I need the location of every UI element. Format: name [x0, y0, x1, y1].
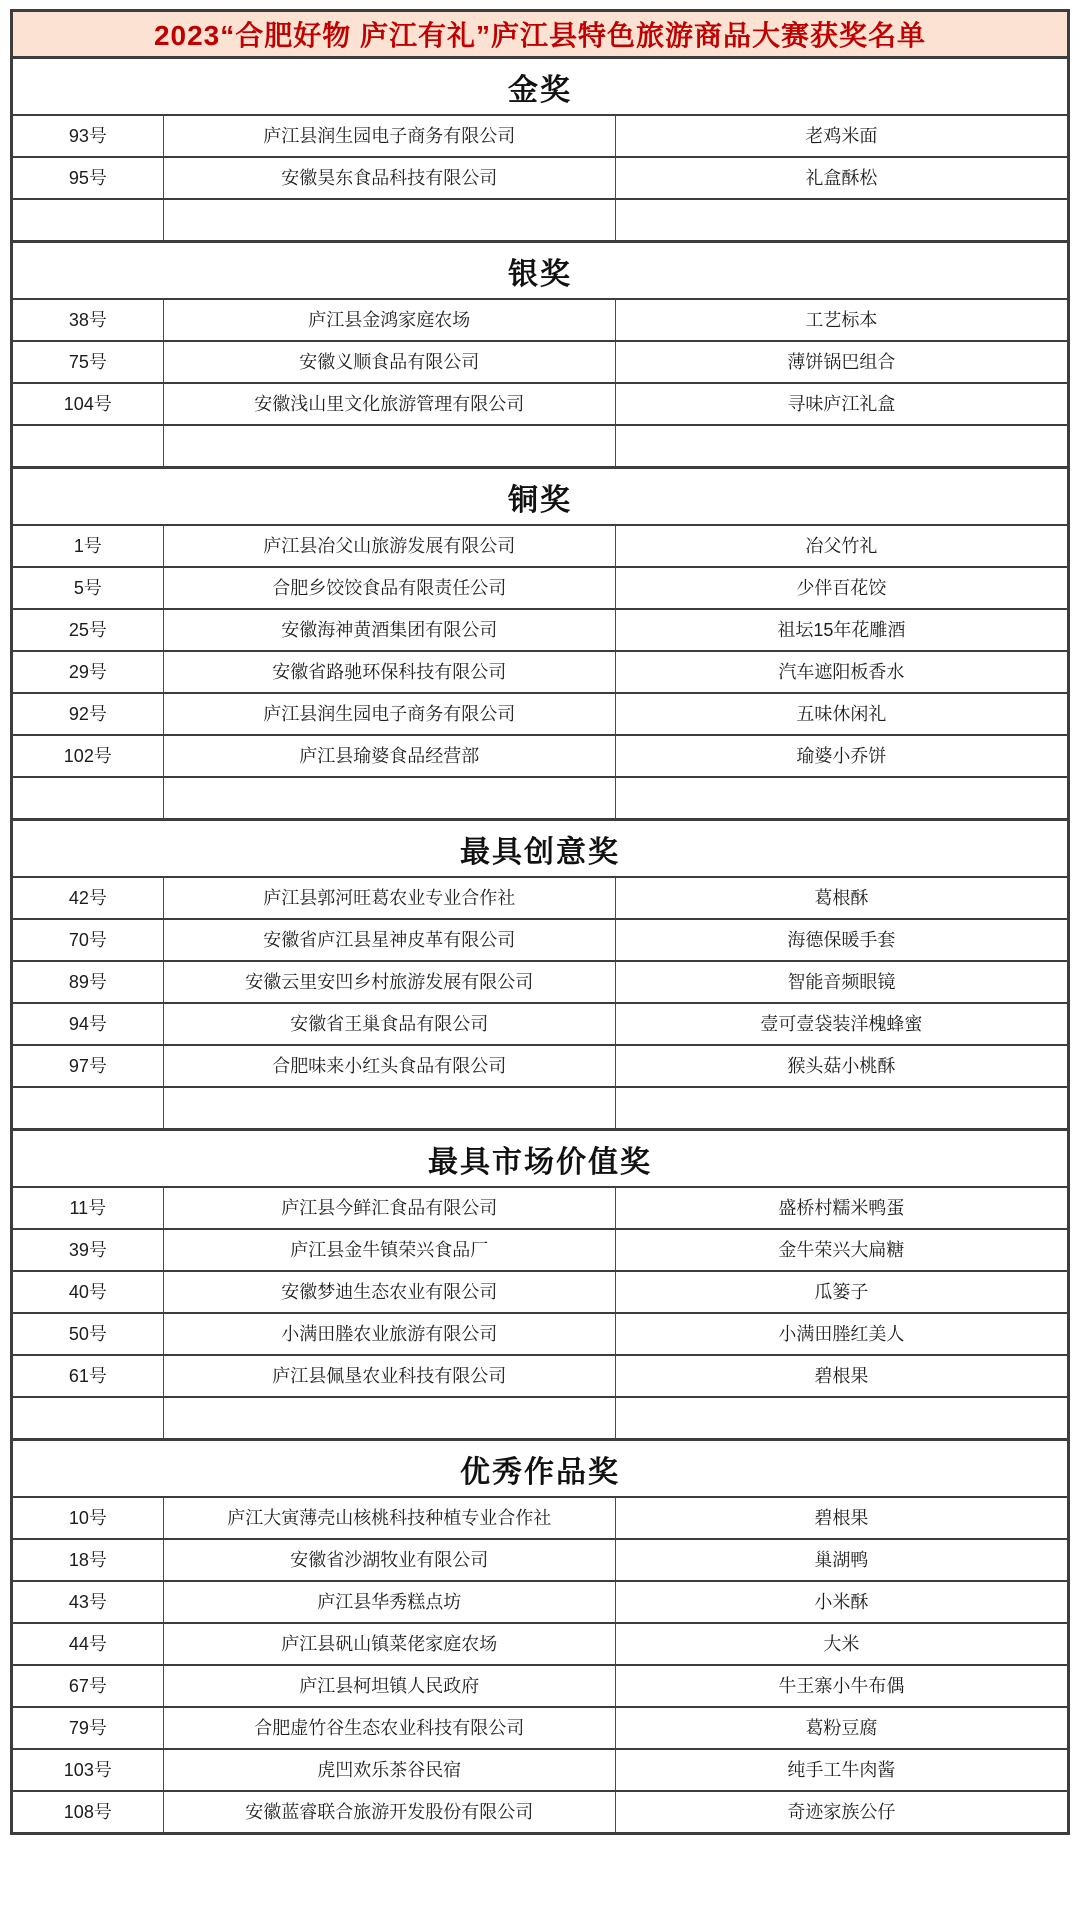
table-row — [13, 1188, 1067, 1230]
company-cell: 安徽省路驰环保科技有限公司 — [163, 652, 615, 692]
product-cell: 葛根酥 — [615, 878, 1067, 918]
company-cell: 庐江县金牛镇荣兴食品厂 — [163, 1230, 615, 1270]
entry-number-cell: 93号 — [68, 125, 107, 146]
table-row — [13, 962, 1067, 1004]
company-cell — [163, 200, 615, 240]
company-cell: 安徽蓝睿联合旅游开发股份有限公司 — [163, 1792, 615, 1832]
product-cell: 智能音频眼镜 — [615, 962, 1067, 1002]
table-row — [13, 342, 1067, 384]
product-cell: 汽车遮阳板香水 — [615, 652, 1067, 692]
entry-number-cell — [13, 426, 163, 466]
award-section-title: 银奖 — [13, 242, 1067, 300]
entry-number-cell — [13, 200, 163, 240]
company-cell — [163, 426, 615, 466]
table-row — [13, 1750, 1067, 1792]
entry-number-cell: 5号 — [73, 577, 102, 598]
product-cell: 金牛荣兴大扁糖 — [615, 1230, 1067, 1270]
entry-number-cell: 40号 — [68, 1281, 107, 1302]
entry-number-cell: 94号 — [68, 1013, 107, 1034]
table-row — [13, 1356, 1067, 1398]
entry-number-cell: 10号 — [68, 1507, 107, 1528]
entry-number-cell: 25号 — [68, 619, 107, 640]
product-cell: 猴头菇小桃酥 — [615, 1046, 1067, 1086]
product-cell — [615, 1398, 1067, 1438]
award-sections — [13, 58, 1067, 1832]
entry-number-cell: 43号 — [68, 1591, 107, 1612]
award-section — [13, 242, 1067, 468]
award-section-rows — [13, 300, 1067, 468]
company-cell: 安徽省沙湖牧业有限公司 — [163, 1540, 615, 1580]
award-section-rows — [13, 1188, 1067, 1440]
table-row — [13, 1540, 1067, 1582]
award-section-rows — [13, 1498, 1067, 1832]
product-cell: 老鸡米面 — [615, 116, 1067, 156]
table-row — [13, 694, 1067, 736]
entry-number-cell: 18号 — [68, 1549, 107, 1570]
company-cell: 虎凹欢乐茶谷民宿 — [163, 1750, 615, 1790]
entry-number-cell: 39号 — [68, 1239, 107, 1260]
product-cell: 壹可壹袋装洋槐蜂蜜 — [615, 1004, 1067, 1044]
company-cell: 安徽云里安凹乡村旅游发展有限公司 — [163, 962, 615, 1002]
product-cell: 碧根果 — [615, 1498, 1067, 1538]
entry-number-cell: 104号 — [63, 393, 112, 414]
product-cell: 寻味庐江礼盒 — [615, 384, 1067, 424]
company-cell: 安徽省庐江县星神皮革有限公司 — [163, 920, 615, 960]
product-cell — [615, 1088, 1067, 1128]
product-cell: 薄饼锅巴组合 — [615, 342, 1067, 382]
entry-number-cell: 97号 — [68, 1055, 107, 1076]
award-section-rows — [13, 526, 1067, 820]
table-row — [13, 1398, 1067, 1440]
product-cell: 礼盒酥松 — [615, 158, 1067, 198]
company-cell: 小满田塍农业旅游有限公司 — [163, 1314, 615, 1354]
company-cell: 庐江大寅薄壳山核桃科技种植专业合作社 — [163, 1498, 615, 1538]
company-cell: 庐江县冶父山旅游发展有限公司 — [163, 526, 615, 566]
table-row — [13, 1708, 1067, 1750]
award-section-rows — [13, 116, 1067, 242]
table-row — [13, 116, 1067, 158]
company-cell: 庐江县瑜婆食品经营部 — [163, 736, 615, 776]
entry-number-cell: 11号 — [69, 1197, 107, 1218]
entry-number-cell: 75号 — [68, 351, 107, 372]
product-cell: 海德保暖手套 — [615, 920, 1067, 960]
award-section-title: 最具市场价值奖 — [13, 1130, 1067, 1188]
award-section — [13, 58, 1067, 242]
product-cell — [615, 200, 1067, 240]
product-cell: 小米酥 — [615, 1582, 1067, 1622]
entry-number-cell: 108号 — [63, 1801, 112, 1822]
table-row — [13, 426, 1067, 468]
product-cell: 冶父竹礼 — [615, 526, 1067, 566]
award-section-title: 金奖 — [13, 58, 1067, 116]
entry-number-cell: 79号 — [68, 1717, 107, 1738]
company-cell: 庐江县今鲜汇食品有限公司 — [163, 1188, 615, 1228]
company-cell: 庐江县佩垦农业科技有限公司 — [163, 1356, 615, 1396]
table-row — [13, 1624, 1067, 1666]
company-cell: 合肥乡饺饺食品有限责任公司 — [163, 568, 615, 608]
entry-number-cell: 44号 — [68, 1633, 107, 1654]
table-row — [13, 568, 1067, 610]
entry-number-cell: 92号 — [68, 703, 107, 724]
product-cell: 瑜婆小乔饼 — [615, 736, 1067, 776]
company-cell: 安徽海神黄酒集团有限公司 — [163, 610, 615, 650]
table-row — [13, 736, 1067, 778]
table-row — [13, 200, 1067, 242]
company-cell: 合肥虚竹谷生态农业科技有限公司 — [163, 1708, 615, 1748]
company-cell: 庐江县金鸿家庭农场 — [163, 300, 615, 340]
award-section-rows — [13, 878, 1067, 1130]
entry-number-cell — [13, 1088, 163, 1128]
document-title: 2023“合肥好物 庐江有礼”庐江县特色旅游商品大赛获奖名单 — [13, 12, 1067, 58]
table-row — [13, 384, 1067, 426]
entry-number-cell: 29号 — [68, 661, 107, 682]
product-cell: 巢湖鸭 — [615, 1540, 1067, 1580]
entry-number-cell: 42号 — [68, 887, 107, 908]
table-row — [13, 300, 1067, 342]
award-table — [10, 9, 1070, 1835]
company-cell — [163, 778, 615, 818]
product-cell: 少伴百花饺 — [615, 568, 1067, 608]
table-row — [13, 1582, 1067, 1624]
entry-number-cell: 1号 — [73, 535, 102, 556]
table-row — [13, 920, 1067, 962]
company-cell: 庐江县郭河旺葛农业专业合作社 — [163, 878, 615, 918]
table-row — [13, 1792, 1067, 1832]
table-row — [13, 1314, 1067, 1356]
company-cell: 庐江县柯坦镇人民政府 — [163, 1666, 615, 1706]
product-cell: 碧根果 — [615, 1356, 1067, 1396]
award-section — [13, 820, 1067, 1130]
product-cell: 大米 — [615, 1624, 1067, 1664]
entry-number-cell: 70号 — [68, 929, 107, 950]
product-cell: 祖坛15年花雕酒 — [615, 610, 1067, 650]
table-row — [13, 610, 1067, 652]
table-row — [13, 778, 1067, 820]
entry-number-cell: 61号 — [68, 1365, 107, 1386]
company-cell: 庐江县矾山镇菜佬家庭农场 — [163, 1624, 615, 1664]
award-section-title: 优秀作品奖 — [13, 1440, 1067, 1498]
award-section — [13, 1130, 1067, 1440]
product-cell — [615, 778, 1067, 818]
award-section-title: 最具创意奖 — [13, 820, 1067, 878]
company-cell: 安徽义顺食品有限公司 — [163, 342, 615, 382]
company-cell: 安徽浅山里文化旅游管理有限公司 — [163, 384, 615, 424]
product-cell: 小满田塍红美人 — [615, 1314, 1067, 1354]
table-row — [13, 1088, 1067, 1130]
entry-number-cell: 103号 — [63, 1759, 112, 1780]
company-cell — [163, 1088, 615, 1128]
table-row — [13, 1004, 1067, 1046]
company-cell: 庐江县润生园电子商务有限公司 — [163, 116, 615, 156]
entry-number-cell: 102号 — [63, 745, 112, 766]
company-cell — [163, 1398, 615, 1438]
product-cell: 五味休闲礼 — [615, 694, 1067, 734]
company-cell: 庐江县华秀糕点坊 — [163, 1582, 615, 1622]
table-row — [13, 652, 1067, 694]
product-cell: 纯手工牛肉酱 — [615, 1750, 1067, 1790]
entry-number-cell — [13, 778, 163, 818]
entry-number-cell: 67号 — [68, 1675, 107, 1696]
company-cell: 安徽梦迪生态农业有限公司 — [163, 1272, 615, 1312]
entry-number-cell: 89号 — [68, 971, 107, 992]
award-section — [13, 1440, 1067, 1832]
table-row — [13, 1498, 1067, 1540]
table-row — [13, 878, 1067, 920]
entry-number-cell: 50号 — [68, 1323, 107, 1344]
table-row — [13, 1272, 1067, 1314]
product-cell: 牛王寨小牛布偶 — [615, 1666, 1067, 1706]
company-cell: 安徽省王巢食品有限公司 — [163, 1004, 615, 1044]
company-cell: 合肥味来小红头食品有限公司 — [163, 1046, 615, 1086]
product-cell: 工艺标本 — [615, 300, 1067, 340]
company-cell: 安徽昊东食品科技有限公司 — [163, 158, 615, 198]
entry-number-cell — [13, 1398, 163, 1438]
product-cell: 盛桥村糯米鸭蛋 — [615, 1188, 1067, 1228]
product-cell — [615, 426, 1067, 466]
table-row — [13, 1230, 1067, 1272]
product-cell: 瓜篓子 — [615, 1272, 1067, 1312]
entry-number-cell: 38号 — [68, 309, 107, 330]
product-cell: 奇迹家族公仔 — [615, 1792, 1067, 1832]
entry-number-cell: 95号 — [68, 167, 107, 188]
table-row — [13, 1666, 1067, 1708]
award-section-title: 铜奖 — [13, 468, 1067, 526]
award-section — [13, 468, 1067, 820]
table-row — [13, 526, 1067, 568]
table-row — [13, 1046, 1067, 1088]
company-cell: 庐江县润生园电子商务有限公司 — [163, 694, 615, 734]
product-cell: 葛粉豆腐 — [615, 1708, 1067, 1748]
table-row — [13, 158, 1067, 200]
